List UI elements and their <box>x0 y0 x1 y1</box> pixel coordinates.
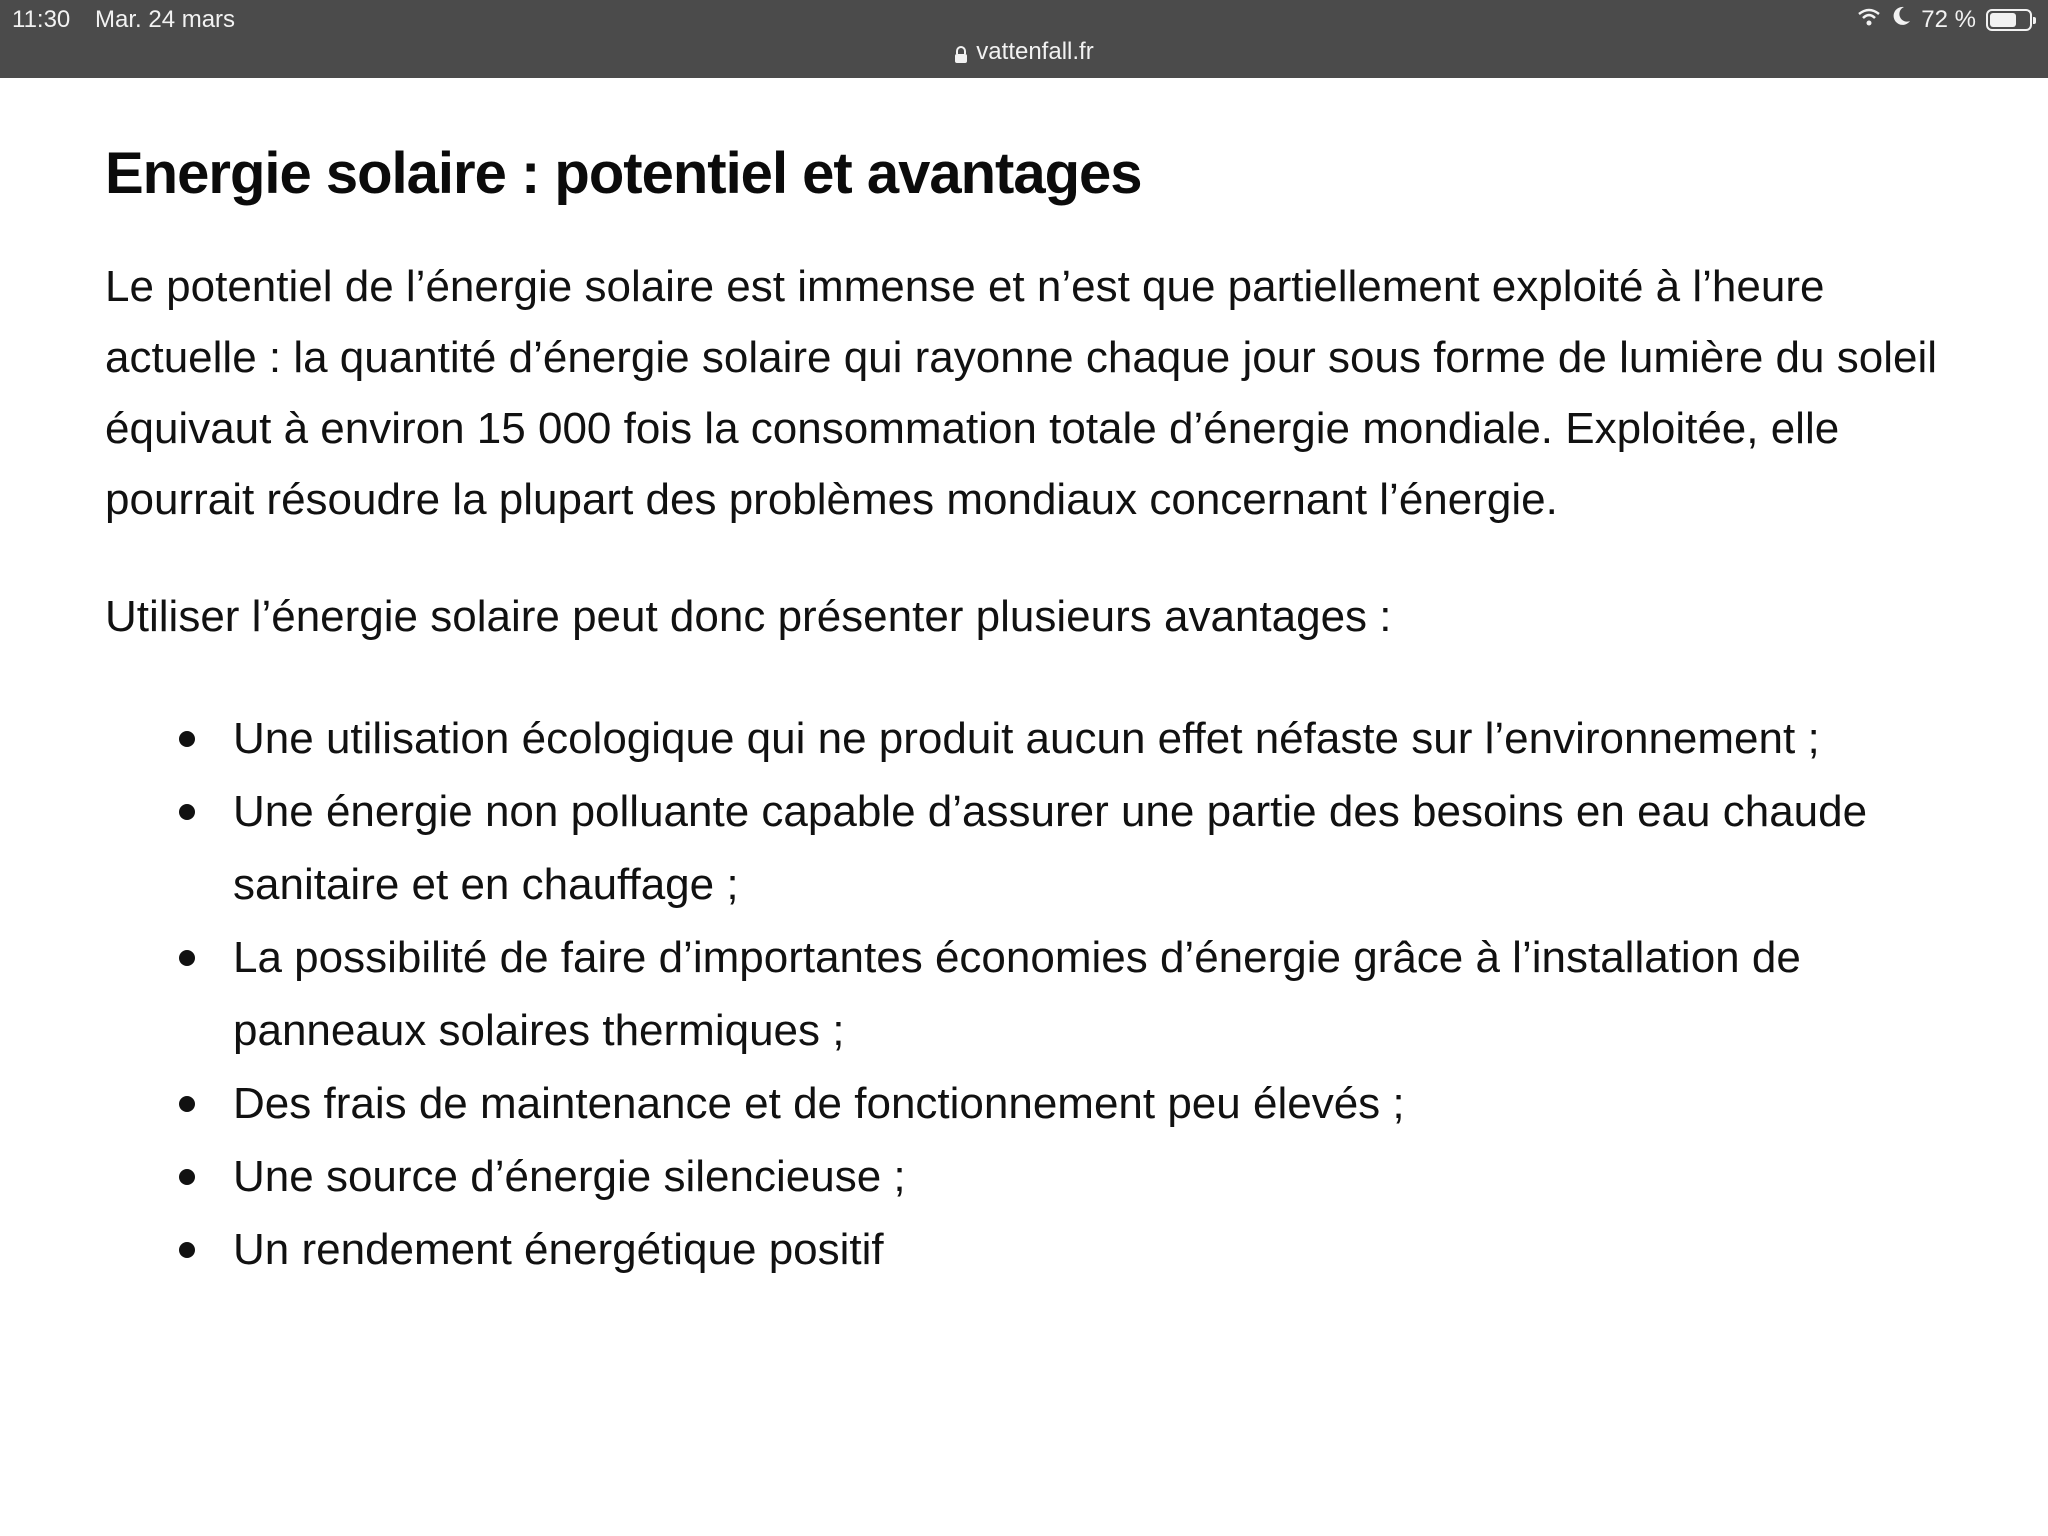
battery-icon <box>1986 9 2032 31</box>
article-content <box>105 140 1985 1286</box>
moon-icon <box>1891 5 1911 34</box>
battery-level <box>1990 13 2016 27</box>
battery-tip <box>2033 17 2036 24</box>
status-indicators <box>1857 5 2032 34</box>
page-title: Energie solaire : potentiel et avantages <box>105 141 1142 206</box>
status-bar <box>0 0 2048 78</box>
advantages-intro: Utiliser l’énergie solaire peut donc présenter plusieurs avantages : <box>105 592 1392 641</box>
list-item: Une source d’énergie silencieuse ; <box>233 1140 1985 1213</box>
wifi-icon <box>1857 6 1881 34</box>
status-date: Mar. 24 mars <box>95 6 236 33</box>
lock-icon <box>954 43 968 61</box>
url-text[interactable]: vattenfall.fr <box>976 38 1094 65</box>
intro-paragraph: Le potentiel de l’énergie solaire est immense et n’est que partiellement exploité à l’heure actuelle : la quantité d’énergie solaire qui rayonne chaque jour sous forme de lumière du soleil équivaut à environ 15 000 fois la consommation totale d’énergie mondiale. Exploitée, elle pourrait résoudre la plupart des problèmes mondiaux concernant l’énergie. <box>105 262 1937 524</box>
list-item: Une utilisation écologique qui ne produit aucun effet néfaste sur l’environnement ; <box>233 702 1985 775</box>
status-time: 11:30 <box>12 6 71 33</box>
advantages-list <box>105 702 1985 1286</box>
battery-percentage: 72 % <box>1921 5 1976 33</box>
list-item: Une énergie non polluante capable d’assurer une partie des besoins en eau chaude sanitaire et en chauffage ; <box>233 775 1985 921</box>
list-item: La possibilité de faire d’importantes économies d’énergie grâce à l’installation de panneaux solaires thermiques ; <box>233 921 1985 1067</box>
list-item: Des frais de maintenance et de fonctionnement peu élevés ; <box>233 1067 1985 1140</box>
list-item: Un rendement énergétique positif <box>233 1213 1985 1286</box>
address-bar[interactable] <box>0 38 2048 66</box>
